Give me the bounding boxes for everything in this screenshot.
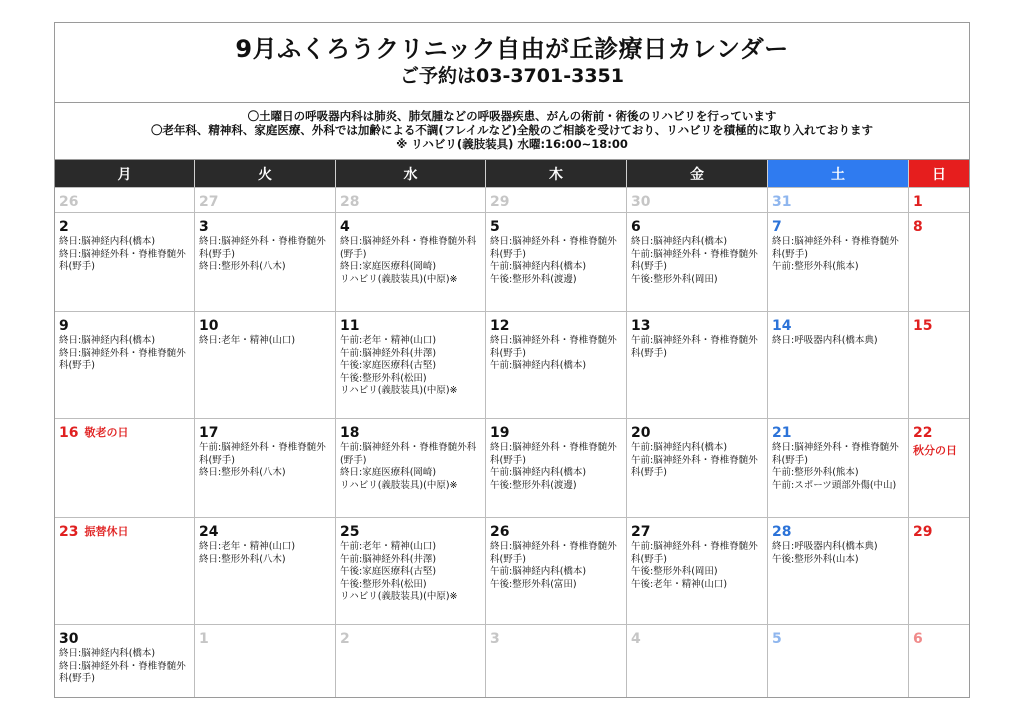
calendar-day-cell [627, 624, 768, 697]
schedule-entry: 午後:老年・精神(山口) [631, 578, 728, 590]
calendar-day-cell [336, 212, 486, 311]
day-number: 19 [490, 425, 510, 441]
calendar-day-cell [336, 187, 486, 212]
schedule-entry: 午後:整形外科(渡邊) [490, 479, 577, 491]
schedule-entries [772, 335, 905, 348]
schedule-entry: 午前:脳神経内科(橋本) [490, 467, 587, 478]
day-number: 14 [772, 318, 792, 334]
calendar-day-cell [55, 187, 195, 212]
schedule-entry: 午前:脳神経外科・脊椎脊髄外科(野手) [631, 454, 758, 478]
schedule-entry: 終日:脳神経外科・脊椎脊髄外科(野手) [490, 335, 617, 359]
day-number: 21 [772, 425, 792, 441]
calendar-day-cell [486, 311, 627, 418]
schedule-entries [631, 236, 764, 286]
schedule-entry: 終日:老年・精神(山口) [199, 335, 296, 346]
schedule-entry: 午前:脳神経外科(井澤) [340, 553, 437, 565]
schedule-entry: 午前:脳神経内科(橋本) [490, 360, 587, 371]
notice-line-2: 〇老年科、精神科、家庭医療、外科では加齢による不調(フレイルなど)全般のご相談を受けており、リハビリを積極的に取り入れております [150, 123, 874, 137]
schedule-entry: 終日:脳神経外科・脊椎脊髄外科(野手) [59, 347, 186, 371]
schedule-entry: 午前:老年・精神(山口) [340, 335, 437, 346]
calendar-day-cell [336, 311, 486, 418]
calendar-day-cell [768, 311, 909, 418]
calendar-day-cell [909, 418, 969, 517]
day-number: 2 [59, 219, 69, 235]
schedule-entry: 午前:脳神経外科・脊椎脊髄外科(野手) [631, 248, 758, 272]
weekday-header-sun: 日 [909, 160, 969, 187]
schedule-entry: 午後:整形外科(岡田) [631, 273, 718, 285]
day-number: 13 [631, 318, 651, 334]
day-number: 11 [340, 318, 360, 334]
calendar-day-cell [486, 624, 627, 697]
calendar-day-cell [486, 187, 627, 212]
schedule-entries [631, 335, 764, 360]
calendar-day-cell [195, 187, 336, 212]
day-number: 6 [913, 631, 923, 647]
holiday-label: 振替休日 [84, 525, 129, 538]
holiday-label: 秋分の日 [913, 444, 957, 457]
day-number: 1 [199, 631, 209, 647]
schedule-entries [199, 541, 332, 566]
schedule-entry: 終日:脳神経内科(橋本) [59, 236, 156, 247]
schedule-entry: 終日:脳神経外科・脊椎脊髄外科(野手) [772, 236, 899, 260]
notice-line-1: 〇土曜日の呼吸器内科は肺炎、肺気腫などの呼吸器疾患、がんの術前・術後のリハビリを行っています [247, 109, 777, 123]
schedule-entry: 午前:脳神経外科・脊椎脊髄外科(野手) [631, 335, 758, 359]
day-number: 16 [59, 425, 79, 441]
day-number: 1 [913, 194, 923, 210]
schedule-entry: 終日:整形外科(八木) [199, 467, 286, 478]
calendar-day-cell [486, 418, 627, 517]
weekday-header-thu: 木 [486, 160, 627, 187]
calendar-day-cell [336, 517, 486, 624]
calendar-day-cell [336, 418, 486, 517]
calendar-day-cell [55, 311, 195, 418]
day-number: 24 [199, 524, 219, 540]
schedule-entry: リハビリ(義肢装具)(中原)※ [340, 591, 458, 602]
schedule-entry: リハビリ(義肢装具)(中原)※ [340, 479, 458, 491]
calendar-day-cell [768, 187, 909, 212]
schedule-entries [340, 335, 482, 398]
day-number: 25 [340, 524, 360, 540]
day-number: 30 [59, 631, 79, 647]
day-number: 9 [59, 318, 69, 334]
schedule-entry: 午前:脳神経内科(橋本) [490, 261, 587, 272]
notice-line-3: ※ リハビリ(義肢装具) 水曜:16:00~18:00 [396, 137, 628, 151]
schedule-entry: リハビリ(義肢装具)(中原)※ [340, 385, 458, 396]
calendar-day-cell [55, 418, 195, 517]
schedule-entry: 午後:整形外科(山本) [772, 553, 859, 565]
schedule-entries [490, 442, 623, 492]
day-number: 2 [340, 631, 350, 647]
schedule-entry: 終日:脳神経内科(橋本) [59, 335, 156, 346]
schedule-entries [631, 541, 764, 591]
day-number: 7 [772, 219, 782, 235]
schedule-entry: 終日:整形外科(八木) [199, 261, 286, 272]
schedule-entry: 終日:老年・精神(山口) [199, 541, 296, 552]
schedule-entry: 午後:整形外科(松田) [340, 372, 427, 384]
calendar-day-cell [486, 212, 627, 311]
schedule-entry: 午後:整形外科(松田) [340, 578, 427, 590]
day-number: 3 [199, 219, 209, 235]
page-title: 9月ふくろうクリニック自由が丘診療日カレンダー [235, 35, 789, 63]
schedule-entries [490, 236, 623, 286]
day-number: 15 [913, 318, 933, 334]
schedule-entry: 午前:脳神経外科・脊椎脊髄外科(野手) [340, 442, 477, 466]
schedule-entry: 終日:脳神経外科・脊椎脊髄外科(野手) [59, 248, 186, 272]
schedule-entries [490, 541, 623, 591]
calendar-day-cell [336, 624, 486, 697]
calendar-day-cell [909, 187, 969, 212]
weekday-header-mon: 月 [55, 160, 195, 187]
schedule-entry: 終日:呼吸器内科(橋本典) [772, 541, 878, 552]
schedule-entry: 午前:脳神経外科・脊椎脊髄外科(野手) [631, 541, 758, 565]
day-number: 8 [913, 219, 923, 235]
schedule-entry: 午前:脳神経内科(橋本) [631, 442, 728, 453]
day-number: 26 [59, 194, 79, 210]
schedule-entry: 終日:整形外科(八木) [199, 553, 286, 565]
day-number: 26 [490, 524, 510, 540]
schedule-entry: 終日:脳神経内科(橋本) [59, 648, 156, 659]
day-number: 4 [340, 219, 350, 235]
calendar-day-cell [909, 624, 969, 697]
weekday-header-fri: 金 [627, 160, 768, 187]
calendar-day-cell [627, 418, 768, 517]
calendar-header [55, 23, 969, 103]
day-number: 6 [631, 219, 641, 235]
schedule-entry: 終日:家庭医療科(岡崎) [340, 261, 437, 272]
calendar-grid [55, 160, 969, 697]
calendar-day-cell [486, 517, 627, 624]
calendar-day-cell [195, 418, 336, 517]
schedule-entry: 午前:脳神経外科・脊椎脊髄外科(野手) [199, 442, 326, 466]
calendar-sheet [54, 22, 970, 698]
calendar-day-cell [195, 311, 336, 418]
calendar-day-cell [627, 311, 768, 418]
weekday-header-tue: 火 [195, 160, 336, 187]
day-number: 22 [913, 425, 933, 441]
weekday-header-sat: 土 [768, 160, 909, 187]
schedule-entries [199, 335, 332, 348]
day-number: 20 [631, 425, 651, 441]
schedule-entries [772, 236, 905, 274]
calendar-day-cell [195, 212, 336, 311]
day-number: 17 [199, 425, 219, 441]
day-number: 28 [772, 524, 792, 540]
calendar-day-cell [55, 624, 195, 697]
day-number: 23 [59, 524, 79, 540]
calendar-day-cell [909, 517, 969, 624]
schedule-entry: リハビリ(義肢装具)(中原)※ [340, 273, 458, 285]
schedule-entries [490, 335, 623, 373]
calendar-day-cell [55, 517, 195, 624]
schedule-entry: 終日:脳神経外科・脊椎脊髄外科(野手) [340, 236, 477, 260]
schedule-entries [59, 335, 191, 373]
schedule-entries [772, 541, 905, 566]
calendar-day-cell [768, 212, 909, 311]
schedule-entries [772, 442, 905, 492]
day-number: 12 [490, 318, 510, 334]
day-number: 29 [490, 194, 510, 210]
schedule-entries [59, 236, 191, 274]
day-number: 28 [340, 194, 360, 210]
calendar-day-cell [768, 517, 909, 624]
schedule-entries [631, 442, 764, 480]
schedule-entry: 午後:整形外科(岡田) [631, 566, 718, 577]
day-number: 30 [631, 194, 651, 210]
schedule-entry: 午前:スポーツ頭部外傷(中山) [772, 479, 897, 491]
notice-box [55, 103, 969, 160]
schedule-entry: 終日:脳神経外科・脊椎脊髄外科(野手) [59, 660, 186, 684]
calendar-day-cell [768, 418, 909, 517]
schedule-entries [59, 648, 191, 686]
schedule-entry: 午後:整形外科(渡邊) [490, 273, 577, 285]
schedule-entry: 終日:脳神経外科・脊椎脊髄外科(野手) [199, 236, 326, 260]
calendar-day-cell [768, 624, 909, 697]
calendar-day-cell [195, 624, 336, 697]
day-number: 10 [199, 318, 219, 334]
schedule-entries [340, 442, 482, 492]
day-number: 5 [490, 219, 500, 235]
schedule-entry: 終日:脳神経外科・脊椎脊髄外科(野手) [772, 442, 899, 466]
calendar-day-cell [55, 212, 195, 311]
day-number: 27 [631, 524, 651, 540]
holiday-label: 敬老の日 [84, 426, 129, 439]
schedule-entry: 午後:整形外科(富田) [490, 578, 577, 590]
schedule-entry: 午前:脳神経内科(橋本) [490, 566, 587, 577]
calendar-day-cell [627, 517, 768, 624]
schedule-entry: 終日:脳神経外科・脊椎脊髄外科(野手) [490, 442, 617, 466]
weekday-header-wed: 水 [336, 160, 486, 187]
calendar-day-cell [909, 212, 969, 311]
schedule-entry: 終日:脳神経内科(橋本) [631, 236, 728, 247]
schedule-entries [340, 541, 482, 604]
day-number: 4 [631, 631, 641, 647]
day-number: 31 [772, 194, 792, 210]
reservation-phone: ご予約は03-3701-3351 [400, 65, 624, 87]
calendar-day-cell [195, 517, 336, 624]
schedule-entry: 終日:脳神経外科・脊椎脊髄外科(野手) [490, 541, 617, 565]
schedule-entry: 午前:老年・精神(山口) [340, 541, 437, 552]
day-number: 29 [913, 524, 933, 540]
calendar-day-cell [627, 212, 768, 311]
schedule-entry: 午前:整形外科(熊本) [772, 261, 859, 272]
day-number: 27 [199, 194, 219, 210]
schedule-entries [340, 236, 482, 286]
calendar-day-cell [909, 311, 969, 418]
schedule-entry: 午後:家庭医療科(古堅) [340, 566, 437, 577]
day-number: 18 [340, 425, 360, 441]
schedule-entries [199, 442, 332, 480]
schedule-entry: 終日:家庭医療科(岡崎) [340, 467, 437, 478]
schedule-entry: 終日:呼吸器内科(橋本典) [772, 335, 878, 346]
schedule-entries [199, 236, 332, 274]
calendar-day-cell [627, 187, 768, 212]
day-number: 5 [772, 631, 782, 647]
schedule-entry: 午前:整形外科(熊本) [772, 467, 859, 478]
schedule-entry: 午前:脳神経外科(井澤) [340, 347, 437, 359]
day-number: 3 [490, 631, 500, 647]
schedule-entry: 終日:脳神経外科・脊椎脊髄外科(野手) [490, 236, 617, 260]
schedule-entry: 午後:家庭医療科(古堅) [340, 360, 437, 371]
